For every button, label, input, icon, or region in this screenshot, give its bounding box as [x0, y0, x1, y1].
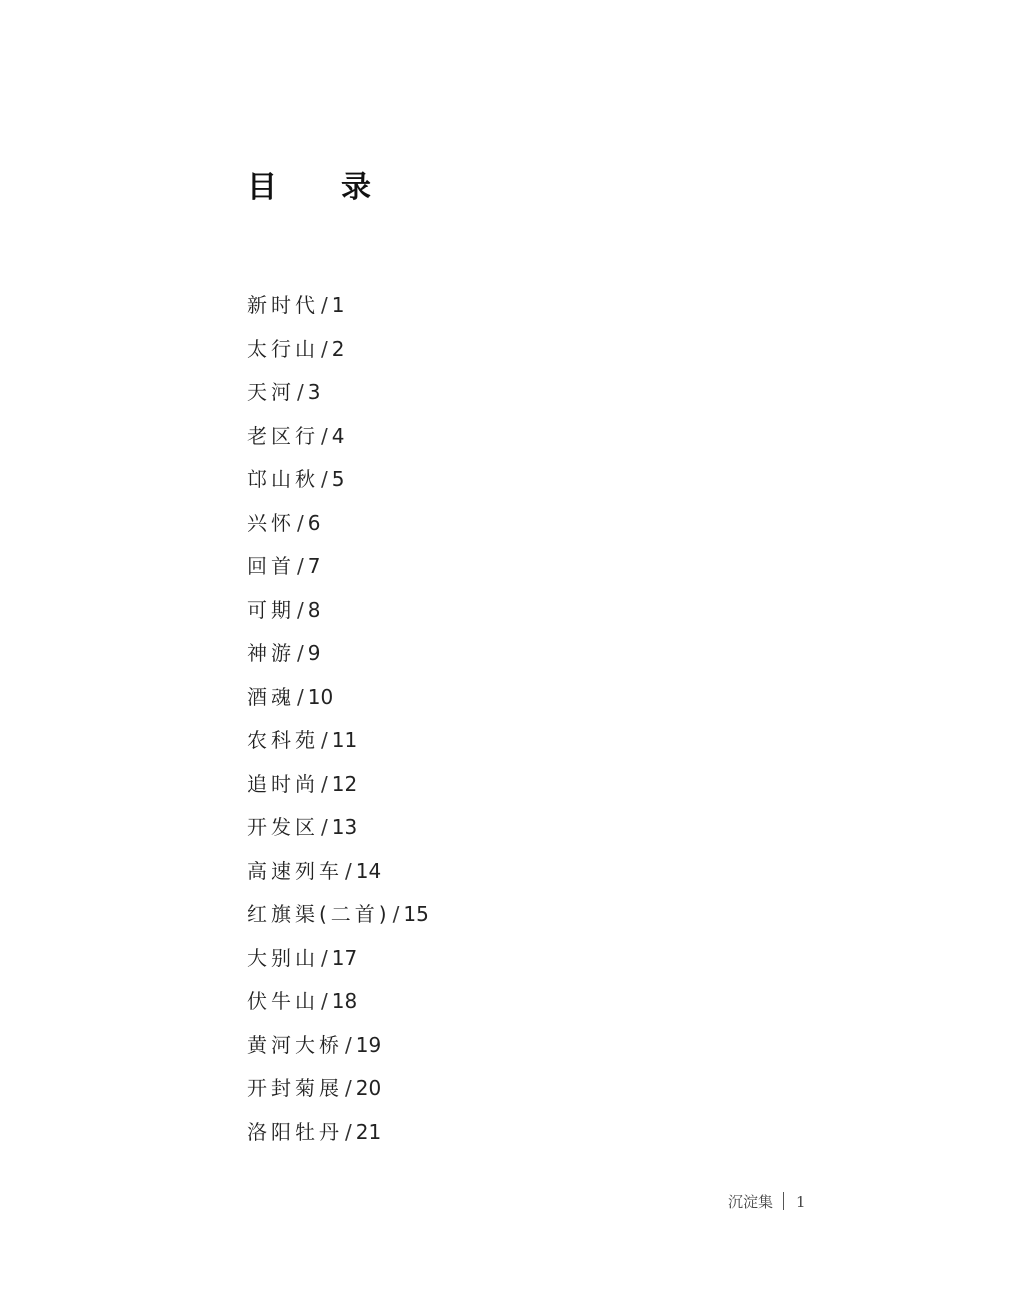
- toc-entry-page-number: 19: [355, 1032, 382, 1057]
- toc-entry-page-number: 12: [331, 771, 358, 796]
- toc-entry-page-number: 7: [307, 554, 321, 578]
- footer-book-title: 沉淀集: [728, 1193, 774, 1211]
- toc-entry: [247, 853, 429, 897]
- toc-entry-page-number: 13: [331, 815, 358, 839]
- toc-entry-title: 开发区: [247, 815, 319, 839]
- toc-entry-page-number: 15: [403, 902, 429, 926]
- toc-entry: [247, 635, 429, 679]
- toc-entry-title: 酒魂: [247, 684, 295, 709]
- toc-entry-page-number: 5: [331, 467, 345, 491]
- toc-entry-separator: /: [297, 554, 304, 578]
- toc-entry-title: 高速列车: [247, 858, 343, 883]
- toc-entry-page-number: 14: [355, 858, 382, 883]
- toc-entry-separator: /: [321, 771, 328, 796]
- footer-page-number: 1: [796, 1193, 806, 1211]
- toc-entry-title: 黄河大桥: [247, 1032, 343, 1057]
- toc-entry-separator: /: [297, 641, 304, 665]
- page-footer: [728, 1191, 806, 1213]
- toc-entry: [247, 287, 429, 331]
- toc-entry-title: 追时尚: [247, 771, 319, 796]
- toc-entry-page-number: 1: [331, 293, 345, 317]
- toc-entry-title: 邙山秋: [247, 467, 319, 491]
- toc-entry-separator: /: [297, 684, 304, 709]
- toc-entry-separator: /: [345, 1076, 352, 1100]
- toc-entry-page-number: 3: [307, 380, 321, 404]
- toc-entry: [247, 374, 429, 418]
- toc-entry-page-number: 17: [331, 945, 358, 970]
- toc-entry-title: 新时代: [247, 293, 319, 317]
- toc-entry: [247, 722, 429, 766]
- toc-entry-separator: /: [297, 380, 304, 404]
- toc-entry-page-number: 6: [307, 510, 321, 535]
- toc-entry-page-number: 18: [331, 989, 358, 1013]
- toc-entry: [247, 461, 429, 505]
- toc-entry-page-number: 8: [307, 597, 321, 622]
- toc-entry-title: 农科苑: [247, 728, 319, 752]
- toc-title-char-2: 录: [341, 170, 371, 205]
- toc-entry-title: 开封菊展: [247, 1076, 343, 1100]
- toc-entry-separator: /: [345, 1032, 352, 1057]
- toc-entry-separator: /: [321, 336, 328, 361]
- toc-entry-title: 天河: [247, 380, 295, 404]
- toc-entry: [247, 679, 429, 723]
- toc-entry-separator: /: [321, 467, 328, 491]
- toc-entry-title: 太行山: [247, 336, 319, 361]
- toc-entry-separator: /: [321, 945, 328, 970]
- toc-entry-title: 红旗渠(二首): [247, 902, 391, 926]
- toc-entry-page-number: 20: [355, 1076, 382, 1100]
- toc-entry-page-number: 10: [307, 684, 334, 709]
- toc-entry: [247, 1070, 429, 1114]
- toc-entry: [247, 1027, 429, 1071]
- toc-entry-page-number: 2: [331, 336, 345, 361]
- toc-title: [247, 170, 371, 206]
- toc-entry: [247, 1114, 429, 1158]
- toc-title-char-1: 目: [247, 170, 277, 205]
- toc-entry: [247, 940, 429, 984]
- toc-entry: [247, 505, 429, 549]
- toc-entry-title: 回首: [247, 554, 295, 578]
- toc-entry-page-number: 21: [355, 1119, 382, 1144]
- toc-list: [247, 287, 429, 1157]
- toc-entry-separator: /: [321, 989, 328, 1013]
- toc-entry-separator: /: [321, 423, 328, 448]
- toc-entry-title: 洛阳牡丹: [247, 1119, 343, 1144]
- toc-entry: [247, 418, 429, 462]
- toc-entry-page-number: 4: [331, 423, 345, 448]
- toc-entry: [247, 983, 429, 1027]
- toc-entry-page-number: 9: [307, 641, 321, 665]
- toc-entry-separator: /: [345, 1119, 352, 1144]
- toc-entry: [247, 896, 429, 940]
- toc-entry-separator: /: [392, 902, 400, 926]
- toc-entry: [247, 548, 429, 592]
- toc-entry-title: 大别山: [247, 945, 319, 970]
- toc-entry-title: 神游: [247, 641, 295, 665]
- toc-entry: [247, 331, 429, 375]
- toc-entry-separator: /: [297, 597, 304, 622]
- toc-entry: [247, 592, 429, 636]
- toc-entry-title: 老区行: [247, 423, 319, 448]
- toc-entry-separator: /: [345, 858, 352, 883]
- toc-entry-separator: /: [321, 815, 328, 839]
- toc-entry-separator: /: [321, 728, 328, 752]
- toc-entry-separator: /: [321, 293, 328, 317]
- toc-entry-separator: /: [297, 510, 304, 535]
- toc-entry: [247, 766, 429, 810]
- toc-entry-page-number: 11: [331, 728, 358, 752]
- toc-entry-title: 伏牛山: [247, 989, 319, 1013]
- footer-divider: [783, 1192, 784, 1210]
- toc-entry: [247, 809, 429, 853]
- toc-entry-title: 可期: [247, 597, 295, 622]
- toc-entry-title: 兴怀: [247, 510, 295, 535]
